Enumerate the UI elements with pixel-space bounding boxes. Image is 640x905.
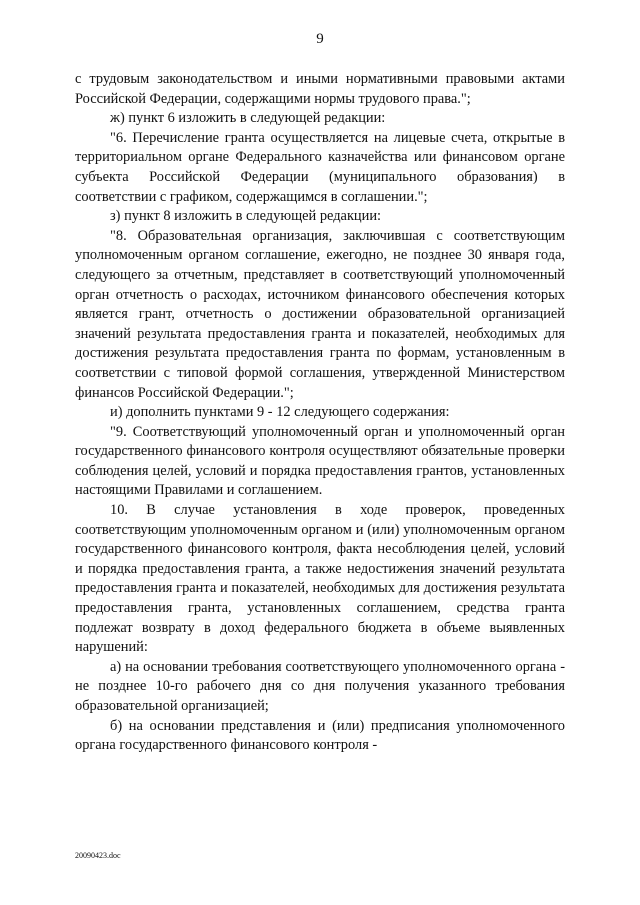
page-number: 9	[316, 31, 324, 47]
footer-filename: 20090423.doc	[75, 851, 121, 860]
paragraph-continuation: с трудовым законодательством и иными нормативными правовыми актами Российской Федерации, содержащими нормы трудового права.";	[75, 71, 565, 107]
paragraph-subitem-b: б) на основании представления и (или) предписания уполномоченного органа государственного финансового контроля -	[75, 717, 565, 754]
document-body	[75, 70, 565, 756]
paragraph-item-z: з) пункт 8 изложить в следующей редакции:	[110, 208, 382, 225]
paragraph-item-zh: ж) пункт 6 изложить в следующей редакции:	[110, 110, 386, 127]
paragraph-point-10: 10. В случае установления в ходе проверок, проведенных соответствующим уполномоченным органом и (или) уполномоченным органом государственного финансового контроля, факта несоблюдения целей, условий и порядка предоставления гранта, а также недостижения значений результата предоставления гранта и показателей, необходимых для достижения результата предоставления гранта, установленных соглашением, средства гранта подлежат возврату в доход федерального бюджета в объеме выявленных нарушений:	[75, 502, 565, 656]
paragraph-item-i: и) дополнить пунктами 9 - 12 следующего содержания:	[110, 404, 450, 421]
paragraph-subitem-a: а) на основании требования соответствующего уполномоченного органа - не позднее 10-го рабочего дня со дня получения указанного требования образовательной организацией;	[75, 658, 565, 714]
paragraph-point-6: "6. Перечисление гранта осуществляется на лицевые счета, открытые в территориальном органе Федерального казначейства или финансовом органе субъекта Российской Федерации (муниципального образования) в соответствии с графиком, содержащимся в соглашении.";	[75, 129, 565, 205]
paragraph-point-9: "9. Соответствующий уполномоченный орган и уполномоченный орган государственного финансового контроля осуществляют обязательные проверки соблюдения целей, условий и порядка предоставления грантов, установленных настоящими Правилами и соглашением.	[75, 423, 565, 499]
paragraph-point-8: "8. Образовательная организация, заключившая с соответствующим уполномоченным органом соглашение, ежегодно, не позднее 30 января года, следующего за отчетным, представляет в соответствующий уполномоченный орган отчетность о расходах, источником финансового обеспечения которых является грант, отчетность о достижении образовательной организацией значений результата предоставления гранта и показателей, необходимых для достижения результата предоставления гранта по формам, установленным в соответствии с типовой формой соглашения, утвержденной Министерством финансов Российской Федерации.";	[75, 227, 565, 401]
